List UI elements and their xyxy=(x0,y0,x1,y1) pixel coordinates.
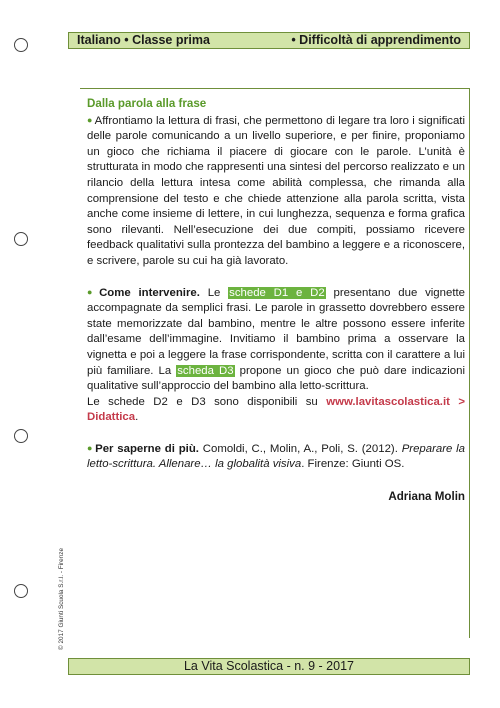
binder-hole xyxy=(14,429,28,443)
intro-text: Affrontiamo la lettura di frasi, che permettono di legare tra loro i significati delle parole comunicando a un livello superiore, e per finire, proponiamo un gioco che richiama il piacere di giocare con le parole. L’unità è strutturata in modo che rappresenti una sintesi del percorso realizzato e un rilancio della lettura intesa come abilità complessa, che rimanda alla comprensione del testo e che chiede attenzione alla parola scritta, vista anche come insieme di lettere, in cui lunghezza, sequenza e forma grafica sono rilevanti. Nell’esecuzione dei due compiti, possiamo ricevere feedback qualitativi sulla prontezza del bambino a leggere e a riconoscere, e scrivere, parole su cui ha già lavorato. xyxy=(87,114,465,267)
footer-band xyxy=(68,658,470,675)
binder-hole xyxy=(14,38,28,52)
paragraph-lead: Come intervenire. xyxy=(99,286,200,299)
copyright-notice: © 2017 Giunti Scuola S.r.l. - Firenze xyxy=(58,547,65,650)
highlight-scheda-d3: scheda D3 xyxy=(177,364,234,377)
paragraph-lead: Per saperne di più. xyxy=(95,442,199,455)
didattica-link[interactable]: www.lavitascolastica.it > Didattica xyxy=(87,395,465,424)
paragraph-text: Le xyxy=(199,286,229,299)
availability-text: Le schede D2 e D3 sono disponibili su xyxy=(87,395,327,408)
reference-publisher: . Firenze: Giunti OS. xyxy=(301,458,405,471)
bullet-icon: ● xyxy=(87,286,98,297)
paragraph-text: propone un gioco che può dare indicazioni qualitative sull’approccio del bambino alla letto-scrittura. xyxy=(87,364,465,393)
intro-paragraph xyxy=(87,113,465,270)
footer-text: La Vita Scolastica - n. 9 - 2017 xyxy=(183,659,354,673)
paragraph-text: presentano due vignette accompagnate da semplici frasi. Le parole in grassetto dovrebbero essere state memorizzate dal bambino, mentre le altre possono essere inferite dall’esame dell’immagine. Invitiamo il bambino prima a osservare la vignetta e poi a leggere la frase corrispondente, scritta con il carattere a lui più familiare. La xyxy=(87,286,465,377)
reference-authors: Comoldi, C., Molin, A., Poli, S. (2012). xyxy=(198,442,402,455)
reference-title: Preparare la letto-scrittura. Allenare… la globalità visiva xyxy=(87,442,466,471)
bullet-icon: ● xyxy=(87,114,93,125)
author-name: Adriana Molin xyxy=(388,490,465,504)
header-subject: Italiano • Classe prima xyxy=(77,33,210,47)
section-title: Dalla parola alla frase xyxy=(87,97,207,110)
binder-hole xyxy=(14,232,28,246)
header-topic: • Difficoltà di apprendimento xyxy=(291,33,461,47)
header-band xyxy=(68,32,470,49)
bullet-icon: ● xyxy=(87,442,94,453)
article-body xyxy=(87,96,465,505)
paragraph-text: . xyxy=(135,411,139,424)
highlight-schede-d1-d2: schede D1 e D2 xyxy=(229,286,325,299)
per-saperne-paragraph xyxy=(87,441,465,473)
come-intervenire-paragraph xyxy=(87,285,465,426)
binder-hole xyxy=(14,584,28,598)
